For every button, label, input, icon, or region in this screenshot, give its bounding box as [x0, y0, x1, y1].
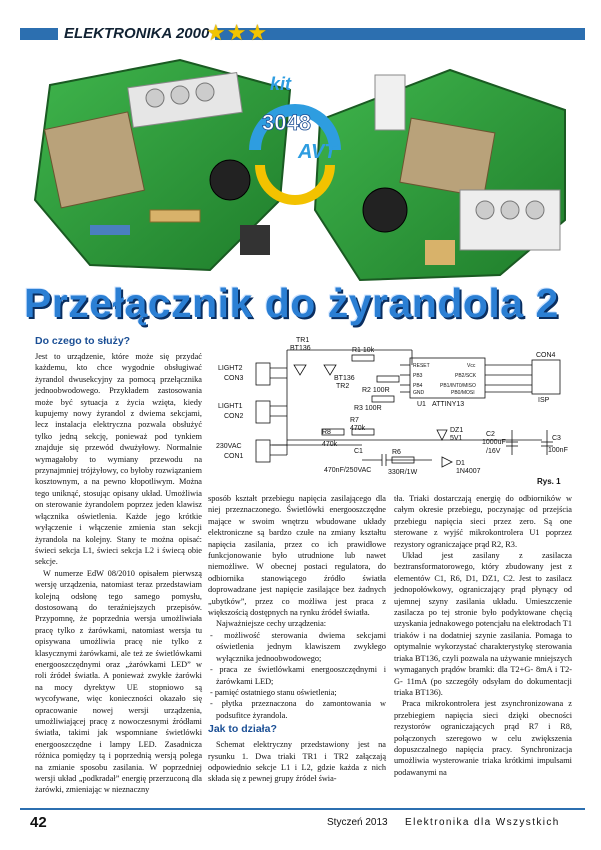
label-u1: U1 [417, 401, 426, 408]
label-con1: CON1 [224, 453, 244, 460]
paragraph: Układ jest zasilany z zasilacza beztransformatorowego, który zbudowany jest z elementów C1, R6, D1, DZ1, C2. Jest to zasilacz jednopołówkowy, ograniczający prąd płynący od ujemnej szyny zasilania układu. Umieszczenie zasilacza po tej stronie było podyktowane chęcią uzyskania jednakowego potencjału na elektrodach T1 triaków i na dodatniej szynie zasilania. Pomaga to optymalnie wykorzystać charakterystykę sterowania triaka BT136, czyli pozwala na używanie mniejszych wymaganych prądów bramki: dla T2+G- 8mA i T2-G- 11mA (po szczegóły odsyłam do dokumentacji triaka BT136). [394, 551, 572, 697]
pin-vcc: Vcc [467, 363, 476, 369]
feature-list [208, 630, 386, 721]
capacitor-right [363, 188, 407, 232]
relay-box-left [45, 112, 145, 208]
label-bt136a: BT136 [290, 345, 311, 352]
label-dz1v: 5V1 [450, 435, 463, 442]
kit-number: 3048 [262, 110, 311, 135]
text-column-1 [35, 333, 202, 796]
label-r7: R7 [350, 417, 359, 424]
label-r8v: 470k [322, 441, 338, 448]
text-column-2 [208, 493, 386, 785]
paragraph: Praca mikrokontrolera jest zsynchronizowana z przebiegiem napięcia sieci dzięki obecności rezystorów ograniczających prąd R7 i R8, połączonych szeregowo w celu zwiększenia dopuszczalnego napięcia pracy. Synchronizacja umożliwia wysterowanie triaka krótkimi impulsami podawanymi na [394, 699, 572, 777]
paragraph: Najważniejsze cechy urządzenia: [216, 619, 327, 629]
list-item: - możliwość sterowania dwiema sekcjami oświetlenia jednym klawiszem zwykłego wyłącznika jednoobwodowego; [210, 630, 386, 663]
paragraph: sposób kształt przebiegu napięcia zasilającego dla niej przeznaczonego. Świetlówki energooszczędne mające w swoim wnętrzu wbudowane układy elektroniczne są bardzo czułe na zmiany kształtu napięcia zasilania, przez co ich prawidłowe funkcjonowanie było utrudnione lub nawet niemożliwe. W obecnej postaci regulatora, do odbiornika stanowiącego źródło światła doprowadzane jest napięcie zasilające bez żadnych „ubytków”, przez co możliwa jest praca z większością dostępnych na rynku źródeł światła. [208, 494, 386, 618]
page-header [0, 22, 601, 46]
label-con4: CON4 [536, 352, 556, 359]
label-c2: C2 [486, 431, 495, 438]
paragraph: Jest to urządzenie, które może się przydać każdemu, kto chce wygodnie obsługiwać żyrandol dwusekcyjny za pomocą przełącznika jednoobwodowego. Przykładem zastosowania może być sytuacja z życia wzięta, kiedy kupujemy nowy żyrandol z dwiema sekcjami, lecz instalacja elektryczna pozwala obsłużyć tylko jedną sekcję, ponieważ pod tynkiem znajduje się przewód dwużyłowy. Normalnie wymagałoby to wymiany przewodu na przynajmniej trójżyłowy, co byłoby rozwiązaniem kosztownym, a na pewno kłopotliwym. Można tego uniknąć, stosując opisany układ. Umożliwia on sterowanie żyrandolem poprzez jeden klawisz włącznika oświetlenia. Każde jego krótkie wyłączenie i włączenie zmienia stan sekcji żyrandola na kolejny. Stany te można opisać: świeci sekcja L1, świeci sekcja L2 i świecą obie sekcje. [35, 352, 202, 567]
capacitor-left [210, 160, 250, 200]
section-heading: Do czego to służy? [35, 335, 131, 347]
label-c1v: 470nF/250VAC [324, 467, 372, 474]
pin-pb3: PB3 [413, 373, 423, 379]
rating-stars: ★★★ [206, 20, 269, 45]
label-c2v: 1000uF [482, 439, 506, 446]
article-title: Przełącznik do żyrandola 2 [24, 280, 559, 326]
footer-line [20, 808, 585, 810]
issue-date: Styczeń 2013 [327, 817, 388, 828]
label-c3v: 100nF [548, 447, 568, 454]
list-item: - pamięć ostatniego stanu oświetlenia; [210, 687, 337, 697]
label-dz1: DZ1 [450, 427, 464, 434]
label-r2: R2 100R [362, 387, 390, 394]
magazine-name: Elektronika dla Wszystkich [405, 817, 560, 828]
label-tr1: TR1 [296, 337, 310, 344]
text-column-3 [394, 493, 572, 778]
label-bt136b: BT136 [334, 375, 355, 382]
pin-reset: RESET [413, 363, 430, 369]
kit-label: kit [270, 74, 292, 94]
paragraph: W numerze EdW 08/2010 opisałem pierwszą wersję urządzenia, natomiast teraz przedstawiam kolejną odsłonę tego samego pomysłu, dostosowaną do teraźniejszych przepisów. Przypomnę, że poprzednia wersja umożliwiała pracę tylko z żarówkami, natomiast wersja tu opisywana umożliwia pracę nie tylko z klasycznymi żarówkami, ale też ze świetlówkami energooszczędnymi oraz „żarówkami LED” w roli źródeł światła. A ponieważ zwykłe żarówki na mocy dyrektyw UE stopniowo są wycofywane, więc konieczności okazało się opracowanie nowej wersji urządzenia, umożliwiającej pracę z nowoczesnymi źródłami światła, takimi jak wspomniane świetlówki energooszczędne i lampy LED. Zasadnicza różnica pomiędzy tą i poprzednią wersją polega na zmianie sposobu zasilania. W poprzedniej wersji układ „podkradał” energię przerzuconą dla żarówki, zmieniając w nieznaczny [35, 568, 202, 795]
label-r6: R6 [392, 449, 401, 456]
pin-pb4: PB4 [413, 383, 423, 389]
pcb-photo [30, 50, 575, 282]
schematic-diagram [212, 330, 574, 490]
label-r3: R3 100R [354, 405, 382, 412]
pin-pb1: PB1/INT0/MISO [440, 383, 476, 389]
section-heading: Jak to działa? [208, 723, 277, 736]
paragraph: tła. Triaki dostarczają energię do odbiorników w całym okresie przebiegu, poczynając od przejścia przebiegu napięcia sieci przez zero. Są one sterowane z wyjść mikrokontrolera U1 poprzez rezystory ograniczające prąd R2, R3. [394, 494, 572, 549]
label-tr2: TR2 [336, 383, 350, 390]
relay-box-right [400, 118, 495, 197]
terminal-block-right [460, 190, 560, 250]
label-u1v: ATTINY13 [432, 401, 465, 408]
label-r8: R8 [322, 429, 331, 436]
pin-pb0: PB0/MOSI [451, 390, 475, 396]
label-c1: C1 [354, 448, 363, 455]
label-isp: ISP [538, 397, 550, 404]
page-number: 42 [30, 814, 47, 831]
label-d1v: 1N4007 [456, 468, 481, 475]
figure-caption: Rys. 1 [537, 477, 561, 486]
list-item: - płytka przeznaczona do zamontowania w podsufitce żyrandola. [210, 699, 386, 720]
paragraph: Schemat elektryczny przedstawiony jest na rysunku 1. Dwa triaki TR1 i TR2 załączają odpowiednio sekcje L1 i L2, gdzie każda z nich składa się z pewnej grupy źródeł świa- [208, 740, 386, 784]
label-d1: D1 [456, 460, 465, 467]
label-r1: R1 10k [352, 347, 375, 354]
label-light1: LIGHT1 [218, 403, 243, 410]
page-footer [0, 808, 601, 834]
magazine-logo: ELEKTRONIKA 2000 [58, 22, 215, 46]
label-con2: CON2 [224, 413, 244, 420]
pin-gnd: GND [413, 390, 425, 396]
label-c3: C3 [552, 435, 561, 442]
label-r7v: 470k [350, 425, 366, 432]
kit-brand: AVT [298, 141, 337, 163]
label-con3: CON3 [224, 375, 244, 382]
list-item: - praca ze świetlówkami energooszczędnymi i żarówkami LED; [210, 665, 386, 686]
label-light2: LIGHT2 [218, 365, 243, 372]
label-vac: 230VAC [216, 443, 242, 450]
label-c2v2: /16V [486, 448, 501, 455]
label-r6v: 330R/1W [388, 469, 418, 476]
pin-pb2: PB2/SCK [455, 373, 477, 379]
